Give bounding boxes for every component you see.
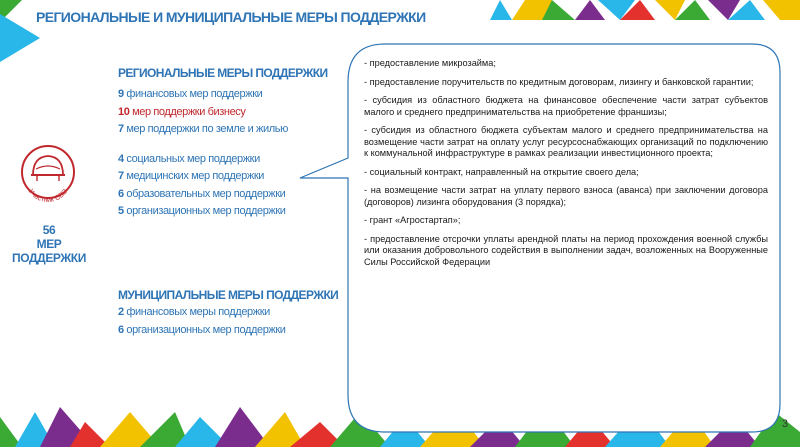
regional-list <box>118 86 288 221</box>
callout-item: - социальный контракт, направленный на открытие своего дела; <box>364 166 639 177</box>
callout-item: - субсидия из областного бюджета субъектам малого и среднего предпринимательства на возмещение части затрат на оплату услуг ресурсоснабжающих организаций по подключению к коммунальной инфраструктуре в рамках реализации инвестиционного проекта; <box>364 125 768 158</box>
callout-item: - грант «Агростартап»; <box>364 215 461 225</box>
item-text: финансовых мер поддержки <box>123 88 263 100</box>
item-text: организационных мер поддержки <box>123 323 286 336</box>
total-measures <box>4 223 94 265</box>
list-item <box>118 322 286 340</box>
list-item <box>118 304 286 322</box>
item-count: 10 <box>118 105 130 118</box>
callout-item: - на возмещение части затрат на уплату первого взноса (аванса) при заключении договора (договоров) лизинга оборудования (3 порядка); <box>364 185 768 207</box>
item-text: финансовых меры поддержки <box>123 306 270 318</box>
page-title: РЕГИОНАЛЬНЫЕ И МУНИЦИПАЛЬНЫЕ МЕРЫ ПОДДЕРЖКИ <box>36 9 426 25</box>
callout-text <box>364 58 768 275</box>
item-count: 9 <box>118 88 124 100</box>
item-text: мер поддержки бизнесу <box>129 105 246 118</box>
helmet-icon <box>17 141 79 207</box>
total-count: 56 <box>42 223 56 237</box>
item-count: 7 <box>118 170 124 182</box>
callout-item: - субсидия из областного бюджета на финансовое обеспечение части затрат субъектов малого и среднего предпринимательства на приобретение франшизы; <box>364 95 768 117</box>
item-count: 6 <box>118 323 124 336</box>
list-item <box>118 186 288 204</box>
item-text: образовательных мер поддержки <box>123 187 286 200</box>
total-line1: МЕР <box>36 237 62 251</box>
list-item <box>118 104 288 122</box>
item-text: медицинских мер поддержки <box>123 170 264 182</box>
item-count: 2 <box>118 306 124 318</box>
list-item <box>118 203 288 221</box>
callout-item: - предоставление отсрочки уплаты арендной платы на период прохождения военной службы или оказания добровольного содействия в выполнении задач, возложенных на Вооруженные Силы Российской Федерации <box>364 233 768 267</box>
list-item <box>118 86 288 104</box>
item-text: организационных мер поддержки <box>123 205 286 217</box>
list-item <box>118 168 288 186</box>
callout-item: - предоставление поручительств по кредитным договорам, лизингу и банковской гарантии; <box>364 76 754 87</box>
item-text: социальных мер поддержки <box>123 152 260 165</box>
badge-caption: Участник СВО <box>26 188 70 205</box>
item-text: мер поддержки по земле и жилью <box>123 123 288 135</box>
item-count: 6 <box>118 187 124 200</box>
callout-item: - предоставление микрозайма; <box>364 58 496 68</box>
list-item <box>118 151 288 169</box>
municipal-list <box>118 304 286 339</box>
regional-heading: РЕГИОНАЛЬНЫЕ МЕРЫ ПОДДЕРЖКИ <box>118 66 328 80</box>
item-count: 7 <box>118 123 124 135</box>
item-count: 5 <box>118 205 124 217</box>
municipal-heading: МУНИЦИПАЛЬНЫЕ МЕРЫ ПОДДЕРЖКИ <box>118 288 339 302</box>
list-item <box>118 121 288 139</box>
total-line2: ПОДДЕРЖКИ <box>12 251 86 265</box>
item-count: 4 <box>118 152 124 165</box>
page-number: 3 <box>781 418 788 430</box>
